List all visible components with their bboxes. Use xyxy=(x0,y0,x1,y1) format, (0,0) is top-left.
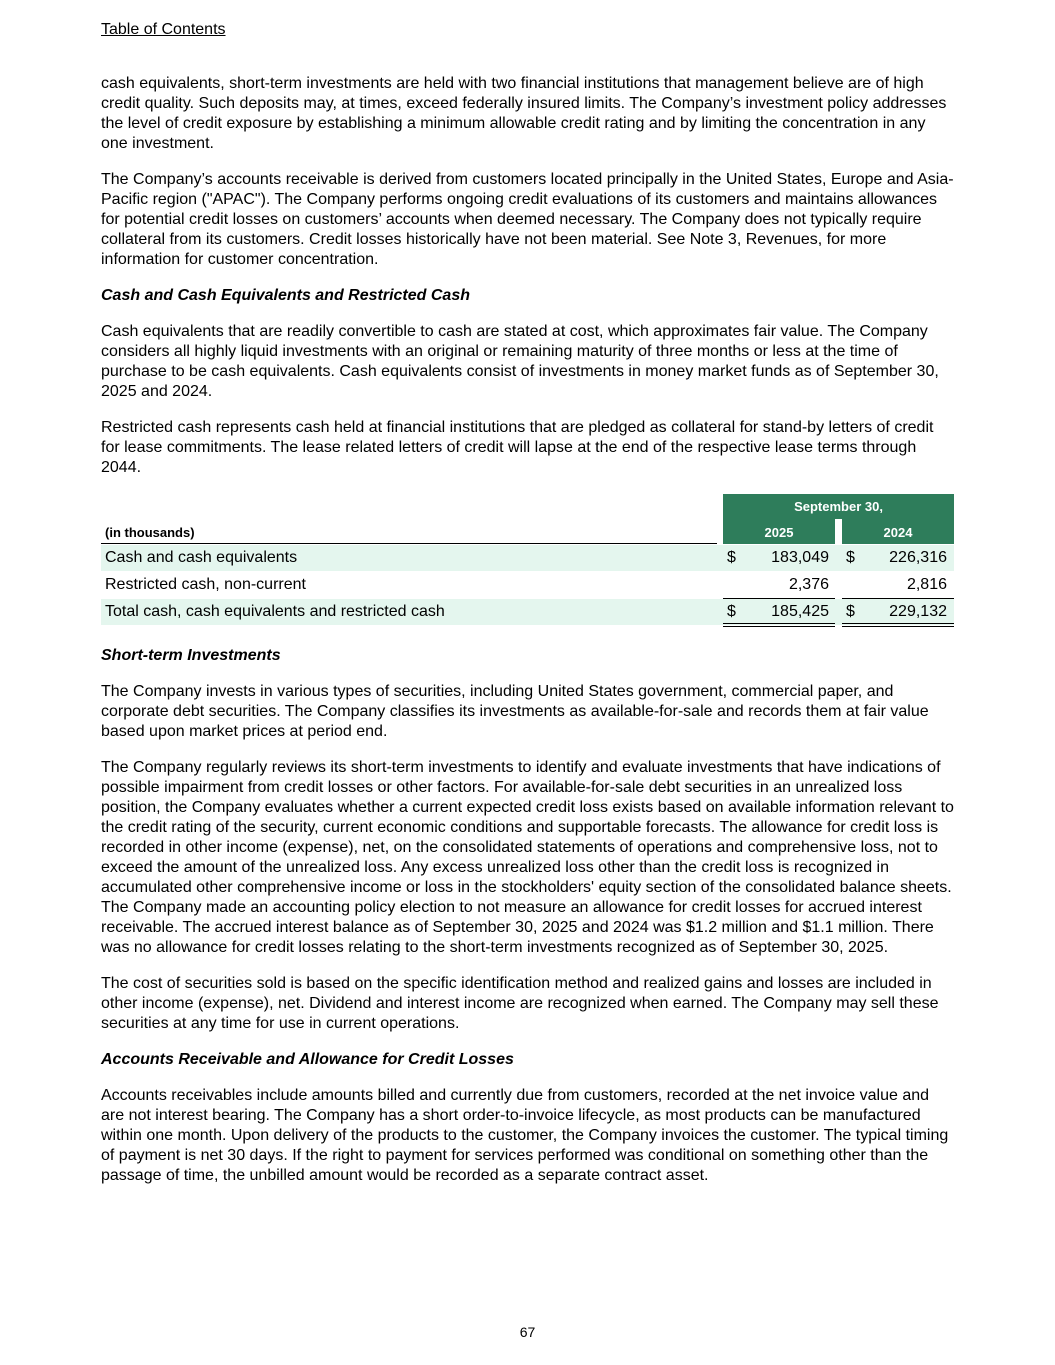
currency-symbol: $ xyxy=(846,549,855,566)
table-year-2024: 2024 xyxy=(883,525,913,540)
paragraph-accounts-receivable: Accounts receivables include amounts billed and currently due from customers, recorded at the net invoice value and are not interest bearing. The Company has a short order-to-invoice lifecycle, as most products can be manufactured within one month. Upon delivery of the products to the customer, the Company invoices the customer. The typical timing of payment is net 30 days. If the right to payment for services performed was conditional on something other than the passage of time, the unbilled amount would be recorded as a separate contract asset. xyxy=(101,1087,949,1184)
row-label: Restricted cash, non-current xyxy=(105,576,306,593)
currency-symbol: $ xyxy=(727,549,736,566)
value-2025: 185,425 xyxy=(771,603,829,620)
paragraph-restricted-cash: Restricted cash represents cash held at financial institutions that are pledged as collateral for stand-by letters of credit for lease commitments. The lease related letters of credit will lapse at the end of the respective lease terms through 2044. xyxy=(101,419,934,476)
paragraph-concentration: cash equivalents, short-term investments are held with two financial institutions that management believe are of high credit quality. Such deposits may, at times, exceed federally insured limits. The Company’s investment policy addresses the level of credit exposure by establishing a minimum allowable credit rating and by limiting the concentration in any one investment. xyxy=(101,75,947,152)
page-number: 67 xyxy=(519,1324,536,1340)
value-2024: 226,316 xyxy=(889,549,947,566)
table-row-total xyxy=(101,599,954,625)
table-units-label: (in thousands) xyxy=(105,525,195,540)
currency-symbol: $ xyxy=(727,603,736,620)
paragraph-impairment-review: The Company regularly reviews its short-term investments to identify and evaluate investments that have indications of possible impairment from credit losses or other factors. For available-for-sale debt securities in an unrealized loss position, the Company evaluates whether a current expected credit loss exists based on available information relevant to the credit rating of the security, current economic conditions and supportable forecasts. The allowance for credit loss is recorded in other income (expense), net, on the consolidated statements of operations and comprehensive loss, not to exceed the amount of the unrealized loss. Any excess unrealized loss other than the credit loss is recognized in accumulated other comprehensive income or loss in the stockholders' equity section of the consolidated balance sheets. The Company made an accounting policy election to not measure an allowance for credit losses for accrued interest receivable. The accrued interest balance as of September 30, 2025 and 2024 was $1.2 million and $1.1 million. There was no allowance for credit losses relating to the short-term investments recognized as of September 30, 2025. xyxy=(101,759,954,956)
paragraph-investment-types: The Company invests in various types of securities, including United States government, commercial paper, and corporate debt securities. The Company classifies its investments as available-for-sale and records them at fair value based upon market prices at period end. xyxy=(101,683,929,740)
paragraph-cash-equivalents: Cash equivalents that are readily convertible to cash are stated at cost, which approximates fair value. The Company considers all highly liquid investments with an original or remaining maturity of three months or less at the time of purchase to be cash equivalents. Cash equivalents consist of investments in money market funds as of September 30, 2025 and 2024. xyxy=(101,323,939,400)
cash-table xyxy=(101,494,954,626)
currency-symbol: $ xyxy=(846,603,855,620)
value-2025: 183,049 xyxy=(771,549,829,566)
value-2024: 2,816 xyxy=(906,576,947,593)
value-2024: 229,132 xyxy=(889,603,947,620)
paragraph-securities-cost: The cost of securities sold is based on the specific identification method and realized gains and losses are included in other income (expense), net. Dividend and interest income are recognized when earned. The Company may sell these securities at any time for use in current operations. xyxy=(101,975,939,1032)
table-year-2025: 2025 xyxy=(764,525,794,540)
table-period-header: September 30, xyxy=(794,499,883,514)
row-label: Cash and cash equivalents xyxy=(105,549,298,566)
table-of-contents-link[interactable]: Table of Contents xyxy=(101,21,226,38)
value-2025: 2,376 xyxy=(788,576,829,593)
table-row xyxy=(101,545,954,571)
heading-accounts-receivable: Accounts Receivable and Allowance for Credit Losses xyxy=(101,1051,514,1068)
row-label: Total cash, cash equivalents and restricted cash xyxy=(105,603,445,620)
table-row xyxy=(101,572,954,598)
paragraph-accounts-receivable-concentration: The Company’s accounts receivable is derived from customers located principally in the United States, Europe and Asia-Pacific region ("APAC"). The Company performs ongoing credit evaluations of its customers and maintains allowances for potential credit losses on customers’ accounts when deemed necessary. The Company does not typically require collateral from its customers. Credit losses historically have not been material. See Note 3, Revenues, for more information for customer concentration. xyxy=(101,171,954,268)
heading-short-term-investments: Short-term Investments xyxy=(101,647,281,664)
heading-cash-equivalents: Cash and Cash Equivalents and Restricted Cash xyxy=(101,287,470,304)
document-body xyxy=(101,74,954,1202)
